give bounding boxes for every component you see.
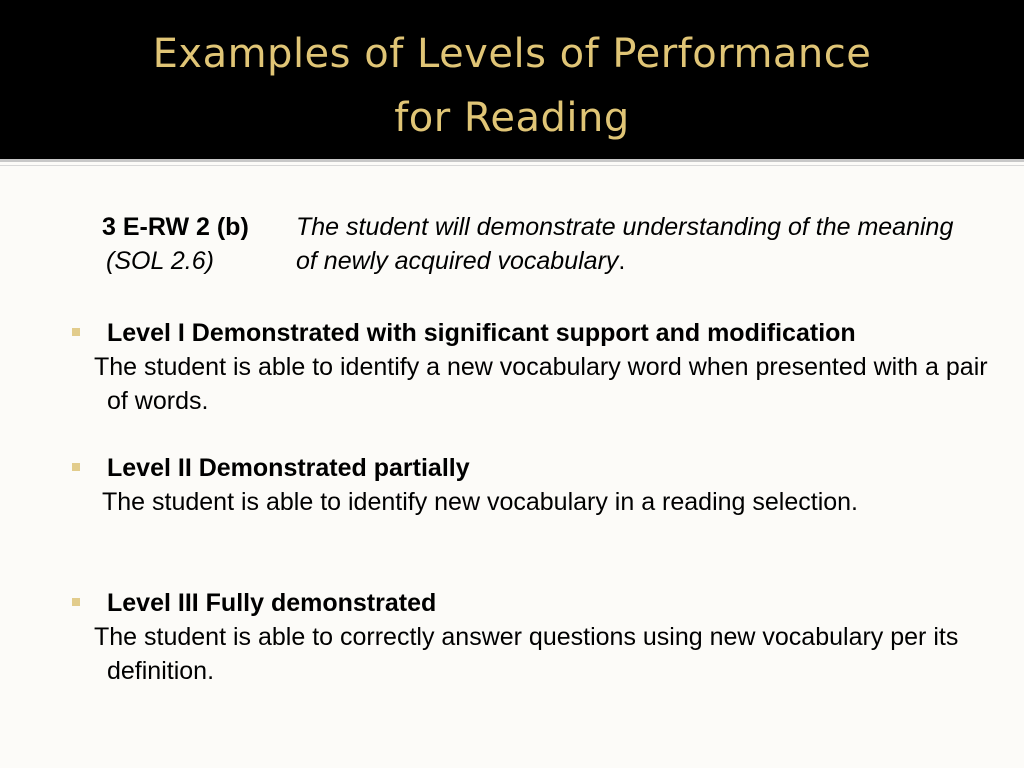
standard-description [296,210,976,278]
level-heading: Level I Demonstrated with significant support and modification [107,319,856,347]
sol-reference: (SOL 2.6) [106,247,214,275]
slide-title-line-2: for Reading [394,95,630,141]
title-divider-thin [0,165,1024,166]
level-description: The student is able to identify a new vocabulary word when presented with a pair of words. [94,353,988,415]
level-description: The student is able to correctly answer questions using new vocabulary per its definition. [94,623,959,685]
level-item [72,316,1002,418]
standard-description-text: The student will demonstrate understanding of the meaning of newly acquired vocabulary [296,213,954,275]
title-divider [0,159,1024,162]
slide-title [0,22,1024,150]
level-item [72,586,1002,688]
level-description: The student is able to identify new vocabulary in a reading selection. [102,488,859,516]
slide-title-line-1: Examples of Levels of Performance [152,31,872,77]
level-item [72,451,1002,519]
standard-description-period: . [618,247,626,275]
level-heading: Level III Fully demonstrated [107,589,437,617]
standard-code: 3 E-RW 2 (b) [102,213,249,241]
standard-code-block [102,210,292,278]
level-heading: Level II Demonstrated partially [107,454,470,482]
